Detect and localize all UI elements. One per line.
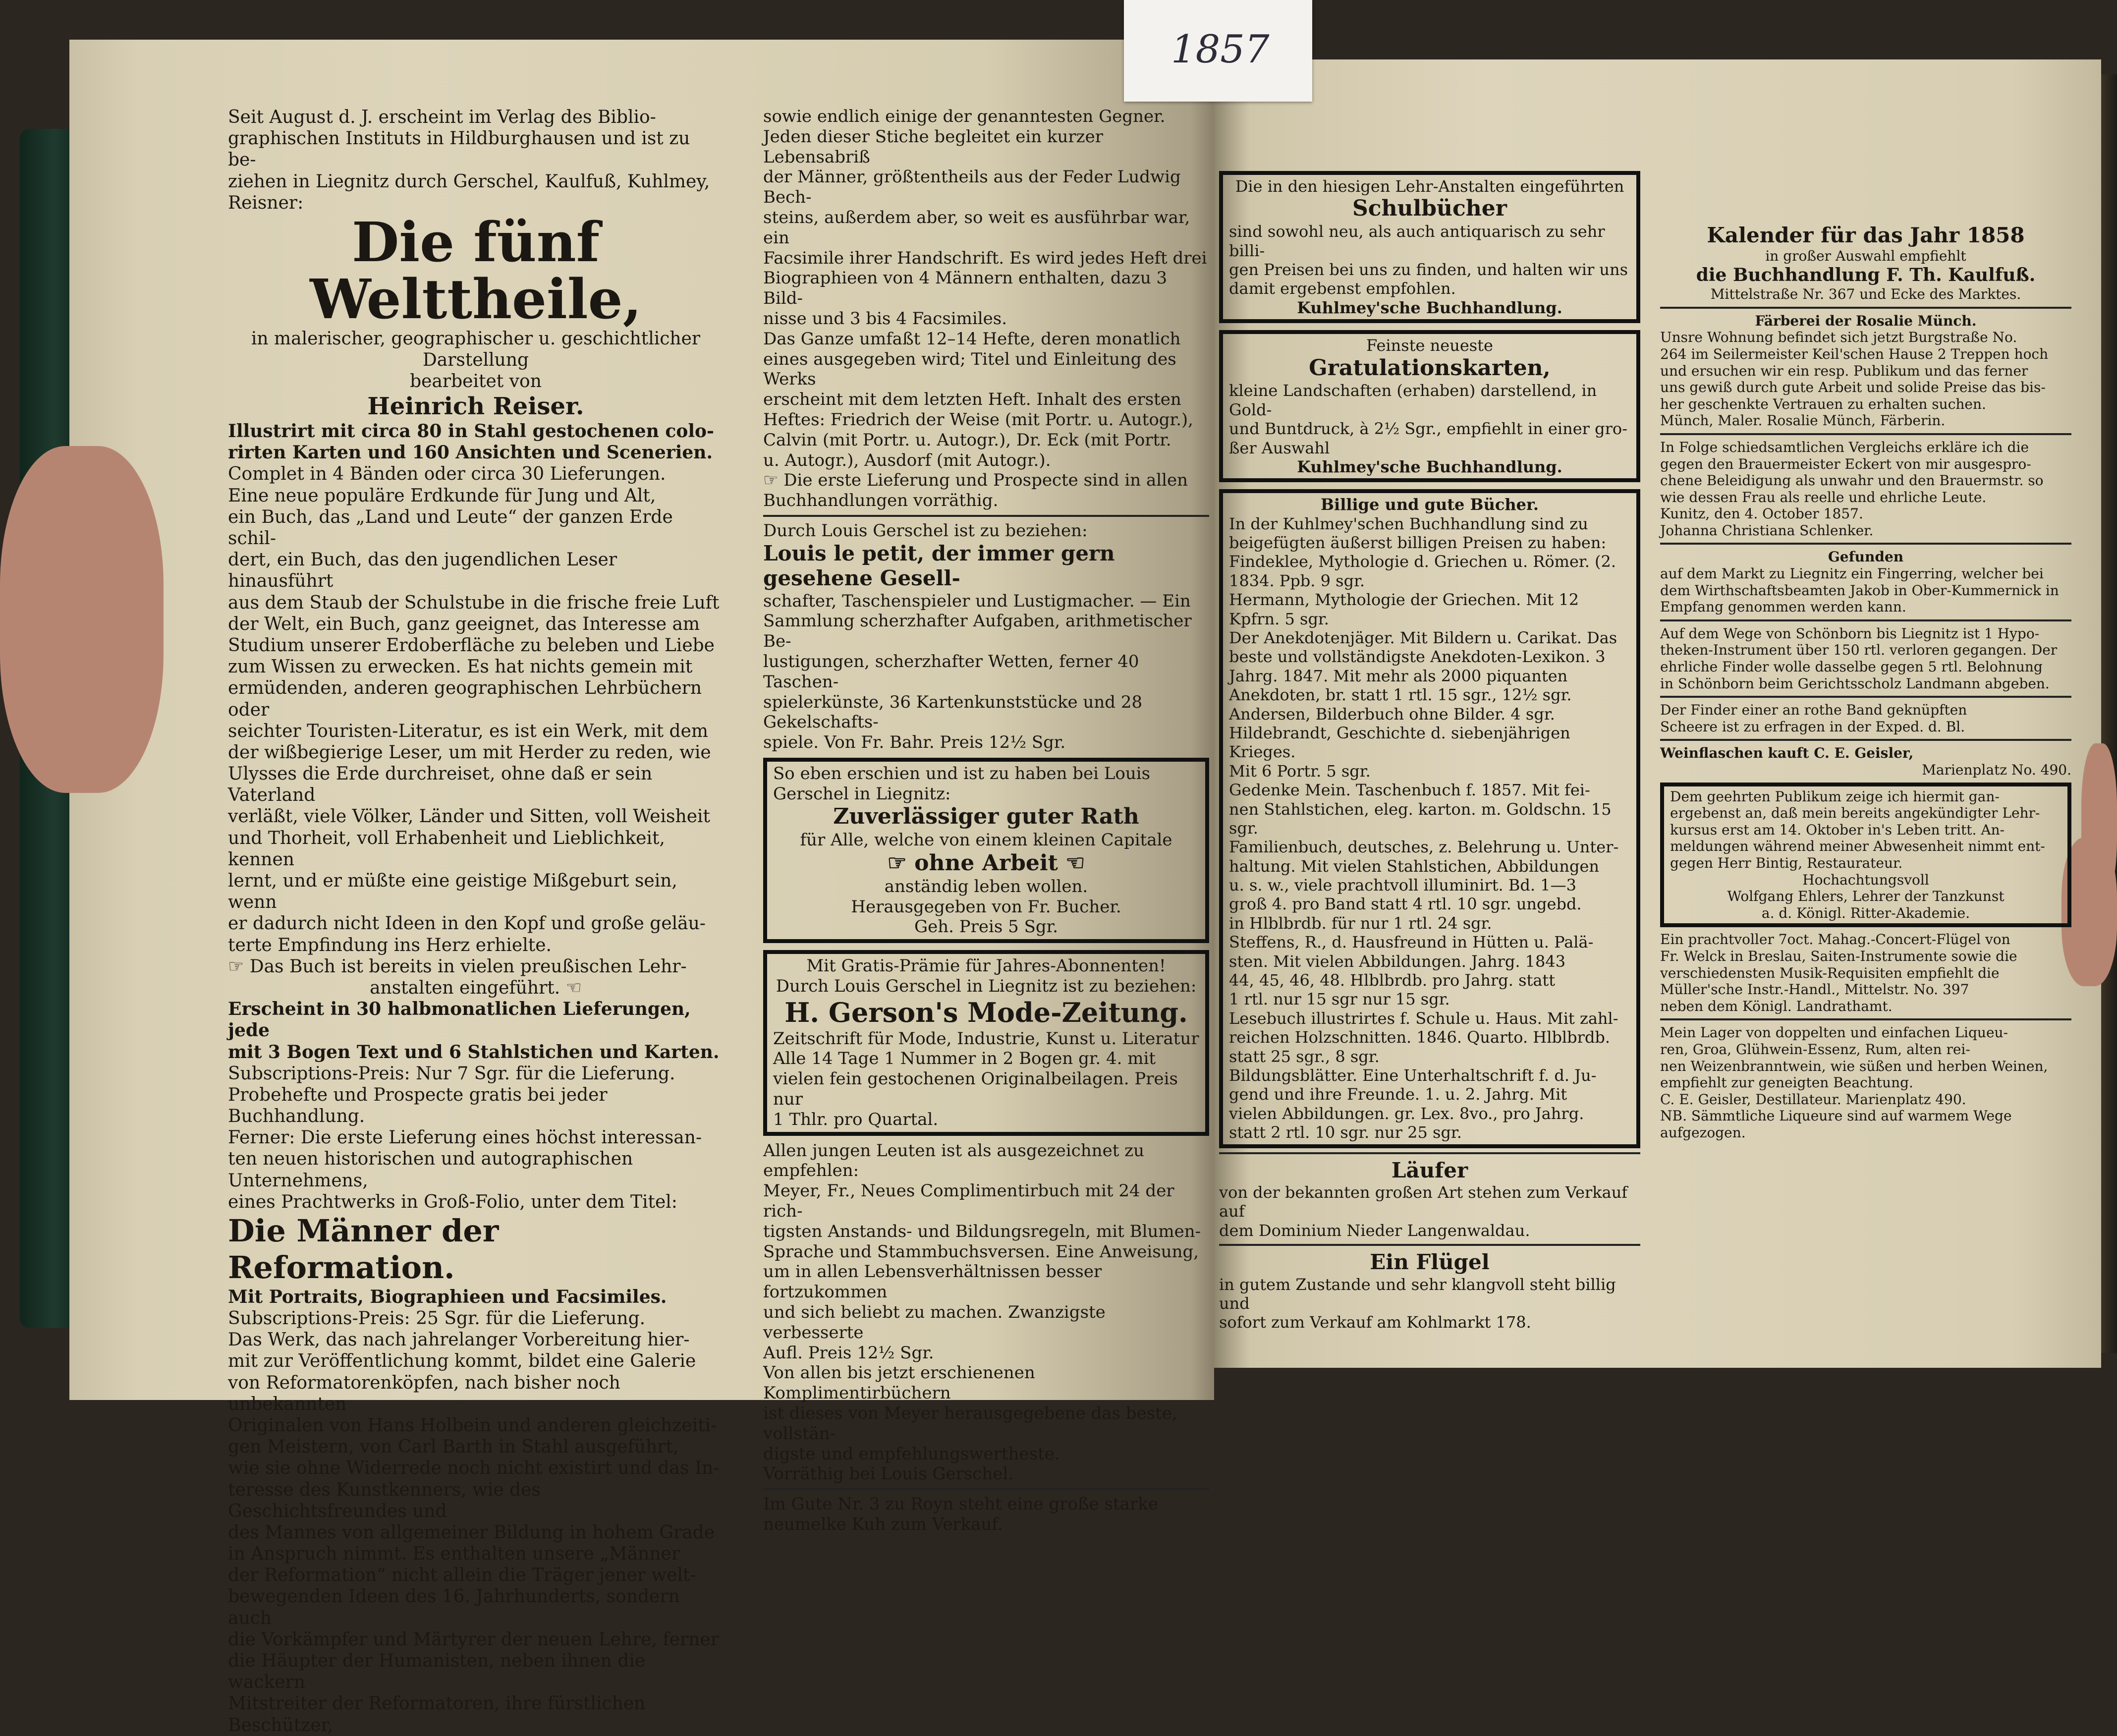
box3-body [1229, 514, 1630, 1142]
top [763, 107, 1209, 511]
title2-sub: Mit Portraits, Biographieen und Facsimiles. [228, 1286, 667, 1307]
text-line: statt 2 rtl. 10 sgr. nur 25 sgr. [1229, 1123, 1462, 1142]
text-line: ehrliche Finder wolle dasselbe gegen 5 rtl. Belohnung [1660, 659, 2043, 675]
text-line: Gedenke Mein. Taschenbuch f. 1857. Mit fei- [1229, 781, 1590, 800]
text-line: mit 3 Bogen Text und 6 Stahlstichen und Karten. [228, 1041, 720, 1063]
text-line: tigsten Anstands- und Bildungsregeln, mit Blumen- [763, 1221, 1201, 1241]
text-line: 1834. Ppb. 9 sgr. [1229, 571, 1365, 590]
text-line: dert, ein Buch, das den jugendlichen Leser hinausführt [228, 550, 617, 592]
text-line: Studium unserer Erdoberfläche zu beleben und Liebe [228, 635, 715, 656]
divider [763, 1488, 1209, 1490]
text-line: teresse des Kunstkenners, wie des Geschichtsfreundes und [228, 1479, 541, 1521]
text-line: Das Werk, das nach jahrelanger Vorbereitung hier- [228, 1330, 690, 1350]
box-schulbuecher [1219, 171, 1640, 323]
text-line: verläßt, viele Völker, Länder und Sitten, voll Weisheit [228, 806, 711, 827]
text-line: Familienbuch, deutsches, z. Belehrung u. Unter- [1229, 838, 1619, 857]
text-line: dem Dominium Nieder Langenwaldau. [1219, 1221, 1530, 1240]
gefunden-body [1660, 565, 2071, 616]
subs: Subscriptions-Preis: Nur 7 Sgr. für die Lieferung. [228, 1063, 675, 1084]
text-line: Kunitz, den 4. October 1857. [1660, 505, 1863, 522]
text-line: Hochachtungsvoll [1802, 871, 1929, 888]
text-line: Kpfrn. 5 sgr. [1229, 609, 1329, 628]
text-line: 44, 45, 46, 48. Hlblbrdb. pro Jahrg. statt [1229, 971, 1556, 990]
title2: Die Männer der Reformation. [228, 1213, 499, 1286]
book-edge-right [2101, 74, 2117, 1353]
text-line: Zuverlässiger guter Rath [833, 804, 1139, 830]
text-line: Calvin (mit Portr. u. Autogr.), Dr. Eck (mit Portr. [763, 430, 1171, 450]
schirm [1660, 702, 2071, 735]
text-line: schafter, Taschenspieler und Lustigmacher. — Ein [763, 591, 1191, 611]
text-line: chene Beleidigung als unwahr und den Brauermstr. so [1660, 472, 2044, 489]
divider [1660, 433, 2071, 435]
text-line: ergebenst an, daß mein bereits angekündigter Lehr- [1670, 805, 2040, 822]
text-line: 1 rtl. nur 15 sgr nur 15 sgr. [1229, 990, 1450, 1009]
text-line: eines Prachtwerks in Groß-Folio, unter dem Titel: [228, 1191, 677, 1212]
text-line: digste und empfehlungswertheste. [763, 1444, 1060, 1464]
text-line: eines ausgegeben wird; Titel und Einleitung des Werks [763, 349, 1176, 390]
text-line: Das Ganze umfaßt 12–14 Hefte, deren monatlich [763, 329, 1181, 349]
text-line: bewegenden Ideen des 16. Jahrhunderts, sondern auch [228, 1586, 680, 1628]
text-line: Jahrg. 1847. Mit mehr als 2000 piquanten [1229, 666, 1568, 685]
text-line: in Schönborn beim Gerichtsscholz Landmann abgeben. [1660, 675, 2050, 692]
text-line: ziehen in Liegnitz durch Gerschel, Kaulfuß, Kuhlmey, [228, 171, 710, 192]
kuh [763, 1494, 1209, 1535]
text-line: Findeklee, Mythologie d. Griechen u. Römer. (2. [1229, 552, 1616, 571]
text-line: und sich beliebt zu machen. Zwanzigste verbesserte [763, 1302, 1106, 1343]
text-line: die Häupter der Humanisten, neben ihnen die wackern [228, 1651, 646, 1693]
text-line: Geh. Preis 5 Sgr. [914, 917, 1058, 937]
text-line: Sammlung scherzhafter Aufgaben, arithmetischer Be- [763, 611, 1192, 652]
note: ☞ Das Buch ist bereits in vielen preußischen Lehr- [228, 956, 687, 977]
laeufer-body [1219, 1183, 1640, 1240]
text-line: Unsre Wohnung befindet sich jetzt Burgstraße No. [1660, 329, 2017, 346]
text-line: ßer Auswahl [1229, 438, 1330, 457]
divider [1660, 619, 2071, 621]
text-line: Wolfgang Ehlers, Lehrer der Tanzkunst [1727, 888, 2005, 905]
text-line: sind sowohl neu, als auch antiquarisch zu sehr billi- [1229, 222, 1605, 260]
divider [763, 515, 1209, 517]
text-line: Illustrirt mit circa 80 in Stahl gestochenen colo- [228, 421, 714, 442]
text-line: beste und vollständigste Anekdoten-Lexikon. 3 [1229, 647, 1606, 667]
text-line: gen Preisen bei uns zu finden, und halten wir uns [1229, 260, 1628, 279]
text-line: Auf dem Wege von Schönborn bis Liegnitz ist 1 Hypo- [1660, 625, 2040, 642]
text-line: anständig leben wollen. [884, 876, 1088, 896]
text-line: der Welt, ein Buch, ganz geeignet, das Interesse am [228, 614, 700, 634]
text-line: seichter Touristen-Literatur, es ist ein Werk, mit dem [228, 721, 709, 741]
text-line: kursus erst am 14. Oktober in's Leben tritt. An- [1670, 821, 2005, 838]
text-line: Meyer, Fr., Neues Complimentirbuch mit 24 der rich- [763, 1181, 1174, 1222]
text-line: Gerschel in Liegnitz: [773, 784, 951, 804]
subs2: Subscriptions-Preis: 25 Sgr. für die Lieferung. [228, 1308, 646, 1329]
divider [1660, 307, 2071, 309]
text-line: ten neuen historischen und autographischen Unternehmens, [228, 1149, 633, 1191]
subtitle: in malerischer, geographischer u. geschichtlicher Darstellung [251, 328, 701, 371]
text-line: von der bekannten großen Art stehen zum Verkauf auf [1219, 1182, 1628, 1221]
faerberei: Färberei der Rosalie Münch. [1755, 312, 1977, 329]
text-line: u. Autogr.), Ausdorf (mit Autogr.). [763, 450, 1051, 470]
left-hand [0, 446, 164, 793]
tag-label: 1857 [1171, 27, 1270, 72]
text-line: Biographieen von 4 Männern enthalten, dazu 3 Bild- [763, 268, 1168, 309]
text-line: So eben erschien und ist zu haben bei Louis [773, 763, 1151, 784]
text-line: Hildebrandt, Geschichte d. siebenjährigen Krieges. [1229, 723, 1570, 762]
text-line: spielerkünste, 36 Kartenkunststücke und 28 Gekelschafts- [763, 692, 1143, 732]
text-line: empfiehlt zur geneigten Beachtung. [1660, 1074, 1913, 1091]
author: Heinrich Reiser. [367, 392, 584, 420]
text-line: für Alle, welche von einem kleinen Capitale [800, 830, 1172, 850]
wein2: Marienplatz No. 490. [1922, 762, 2071, 779]
text-line: ☞ ohne Arbeit ☜ [887, 850, 1085, 876]
divider [1660, 1018, 2071, 1020]
text-line: graphischen Instituts in Hildburghausen und ist zu be- [228, 128, 690, 170]
divider [1219, 1152, 1640, 1154]
text-line: statt 25 sgr., 8 sgr. [1229, 1047, 1380, 1066]
text-line: damit ergebenst empfohlen. [1229, 279, 1456, 298]
text-line: Dem geehrten Publikum zeige ich hiermit gan- [1670, 788, 2000, 805]
hypo [1660, 625, 2071, 692]
text-line: verschiedensten Musik-Requisiten empfiehlt die [1660, 964, 2000, 981]
text-line: mit zur Veröffentlichung kommt, bildet eine Galerie [228, 1351, 696, 1372]
text-line: gend und ihre Freunde. 1. u. 2. Jahrg. Mit [1229, 1085, 1567, 1104]
text-line: gen Meistern, von Carl Barth in Stahl ausgeführt, [228, 1437, 679, 1457]
box-rath [763, 758, 1209, 943]
paper-tag [1124, 0, 1312, 102]
text-line: Hermann, Mythologie der Griechen. Mit 12 [1229, 590, 1579, 610]
text-line: Reisner: [228, 192, 304, 213]
text-line: Kuhlmey'sche Buchhandlung. [1297, 298, 1562, 317]
text-line: Bildungsblätter. Eine Unterhaltschrift f. d. Ju- [1229, 1066, 1597, 1085]
text-line: die Vorkämpfer und Märtyrer der neuen Lehre, ferner [228, 1629, 719, 1650]
text-line: H. Gerson's Mode-Zeitung. [784, 996, 1188, 1028]
box-buecher [1219, 489, 1640, 1148]
text-line: zum Wissen zu erwecken. Es hat nichts gemein mit [228, 657, 693, 677]
text-line: reichen Holzschnitten. 1846. Quarto. Hlblbrdb. [1229, 1028, 1611, 1047]
text-line: gegen Herr Bintig, Restaurateur. [1670, 854, 1903, 871]
text-line: uns gewiß durch gute Arbeit und solide Preise das bis- [1660, 379, 2046, 396]
probe: Probehefte und Prospecte gratis bei jeder Buchhandlung. [228, 1084, 608, 1127]
kal-title: Kalender für das Jahr 1858 [1707, 223, 2025, 247]
fluegel-body [1219, 1275, 1640, 1332]
gefunden: Gefunden [1828, 549, 1904, 565]
text-line: Alle 14 Tage 1 Nummer in 2 Bogen gr. 4. mit [773, 1049, 1156, 1069]
text-line: und ersuchen wir ein resp. Publikum und das ferner [1660, 362, 2028, 379]
text-line: Ein prachtvoller 7oct. Mahag.-Concert-Flügel von [1660, 931, 2010, 948]
text-line: spiele. Von Fr. Bahr. Preis 12½ Sgr. [763, 732, 1066, 753]
divider [1219, 1244, 1640, 1246]
text-line: Schulbücher [1352, 196, 1507, 222]
ferner [228, 1127, 724, 1213]
fluegel2 [1660, 931, 2071, 1014]
text-line: sofort zum Verkauf am Kohlmarkt 178. [1219, 1313, 1531, 1332]
text-line: nen Stahlstichen, eleg. karton. m. Goldschn. 15 sgr. [1229, 799, 1612, 838]
text-line: gegen den Brauermeister Eckert von mir ausgespro- [1660, 455, 2031, 472]
text-line: terte Empfindung ins Herz erhielte. [228, 935, 552, 955]
left-col-1 [228, 107, 724, 1736]
text-line: beigefügten äußerst billigen Preisen zu haben: [1229, 533, 1607, 553]
text-line: ermüdenden, anderen geographischen Lehrbüchern oder [228, 678, 702, 720]
text-line: 264 im Seilermeister Keil'schen Hause 2 Treppen hoch [1660, 345, 2049, 362]
text-line: neben dem Königl. Landrathamt. [1660, 998, 1893, 1014]
text-line: aus dem Staub der Schulstube in die frische freie Luft [228, 592, 720, 613]
divider [1660, 696, 2071, 698]
text-line: rirten Karten und 160 Ansichten und Scenerien. [228, 442, 713, 463]
text-line: Mein Lager von doppelten und einfachen Liqueu- [1660, 1024, 2008, 1041]
text-line: der wißbegierige Leser, um mit Herder zu reden, wie [228, 742, 711, 763]
right-col-1 [1219, 171, 1640, 1332]
text-line: Zeitschrift für Mode, Industrie, Kunst u. Literatur [773, 1028, 1199, 1049]
text-line: Andersen, Bilderbuch ohne Bilder. 4 sgr. [1229, 704, 1555, 724]
text-line: Johanna Christiana Schlenker. [1660, 522, 1874, 539]
laeufer: Läufer [1391, 1158, 1468, 1182]
box-gratulation [1219, 330, 1640, 482]
note2: anstalten eingeführt. ☜ [370, 977, 582, 998]
text-line: In Folge schiedsamtlichen Vergleichs erkläre ich die [1660, 439, 2029, 455]
text-line: haltung. Mit vielen Stahlstichen, Abbildungen [1229, 856, 1599, 876]
text-line: Erscheint in 30 halbmonatlichen Lieferungen, jede [228, 999, 691, 1041]
text-line: u. s. w., viele prachtvoll illuminirt. Bd. 1—3 [1229, 876, 1576, 895]
text-line: um in allen Lebensverhältnissen besser fortzukommen [763, 1262, 1102, 1302]
divider [1660, 543, 2071, 545]
text-line: Mittelstraße Nr. 367 und Ecke des Marktes. [1710, 286, 2021, 303]
text-line: Mit 6 Portr. 5 sgr. [1229, 761, 1371, 781]
text-line: Durch Louis Gerschel in Liegnitz ist zu beziehen: [776, 976, 1197, 997]
body2 [228, 1329, 724, 1736]
text-line: Eine neue populäre Erdkunde für Jung und Alt, [228, 485, 656, 506]
text-line: lustigungen, scherzhafter Wetten, ferner 40 Taschen- [763, 651, 1139, 692]
text-line: Facsimile ihrer Handschrift. Es wird jedes Heft drei [763, 248, 1207, 268]
text-line: des Mannes von allgemeiner Bildung in hohem Grade [228, 1522, 715, 1543]
fluegel: Ein Flügel [1370, 1250, 1490, 1275]
text-line: von Reformatorenköpfen, nach bisher noch unbekannten [228, 1372, 620, 1414]
text-line: neumelke Kuh zum Verkauf. [763, 1514, 1003, 1534]
text-line: der Männer, größtentheils aus der Feder Ludwig Bech- [763, 167, 1181, 208]
text-line: und Thorheit, voll Erhabenheit und Lieblichkeit, kennen [228, 828, 665, 870]
text-line: Müller'sche Instr.-Handl., Mittelstr. No. 397 [1660, 981, 1969, 998]
text-line: wie dessen Frau als reelle und ehrliche Leute. [1660, 489, 1987, 505]
schieds [1660, 439, 2071, 539]
text-line: Buchhandlungen vorräthig. [763, 491, 999, 511]
text-line: Aufl. Preis 12½ Sgr. [763, 1343, 934, 1363]
text-line: Heftes: Friedrich der Weise (mit Portr. u. Autogr.), [763, 409, 1193, 430]
text-line: Scheere ist zu erfragen in der Exped. d. Bl. [1660, 718, 1965, 735]
kal [1660, 248, 2071, 302]
text-line: sowie endlich einige der genanntesten Gegner. [763, 107, 1166, 126]
text-line: wie sie ohne Widerrede noch nicht existirt und das In- [228, 1458, 720, 1479]
text-line: ren, Groa, Glühwein-Essenz, Rum, alten rei- [1660, 1041, 1970, 1058]
text-line: Vorräthig bei Louis Gerschel. [763, 1464, 1014, 1484]
text-line: er dadurch nicht Ideen in den Kopf und große geläu- [228, 913, 706, 934]
box-tanz [1660, 783, 2071, 928]
text-line: groß 4. pro Band statt 4 rtl. 10 sgr. ungebd. [1229, 895, 1582, 914]
text-line: vielen Abbildungen. gr. Lex. 8vo., pro Jahrg. [1229, 1104, 1584, 1123]
text-line: Münch, Maler. Rosalie Münch, Färberin. [1660, 412, 1946, 429]
box3-title: Billige und gute Bücher. [1321, 495, 1539, 514]
text-line: In der Kuhlmey'schen Buchhandlung sind zu [1229, 514, 1588, 533]
text-line: auf dem Markt zu Liegnitz ein Fingerring, welcher bei [1660, 565, 2044, 582]
gerschel: Durch Louis Gerschel ist zu beziehen: [763, 520, 1088, 541]
text-line: Seit August d. J. erscheint im Verlag des Biblio- [228, 107, 656, 127]
wein: Weinflaschen kauft C. E. Geisler, [1660, 745, 1914, 762]
text-line: der Reformation“ nicht allein die Träger jener welt- [228, 1565, 696, 1586]
text-line: Jeden dieser Stiche begleitet ein kurzer Lebensabriß [763, 126, 1103, 167]
lager [1660, 1024, 2071, 1141]
text-line: sten. Mit vielen Abbildungen. Jahrg. 1843 [1229, 952, 1566, 971]
text-line: Von allen bis jetzt erschienenen Komplimentirbüchern [763, 1363, 1035, 1403]
right-col-2 [1660, 223, 2071, 1141]
text-line: Herausgegeben von Fr. Bucher. [851, 896, 1121, 917]
text-line: in großer Auswahl empfiehlt [1765, 248, 1966, 265]
title: Die fünf Welttheile, [310, 210, 642, 332]
text-line: C. E. Geisler, Destillateur. Marienplatz 490. [1660, 1091, 1966, 1108]
text-line: Lesebuch illustrirtes f. Schule u. Haus. Mit zahl- [1229, 1008, 1618, 1028]
text-line: ein Buch, das „Land und Leute“ der ganzen Erde schil- [228, 506, 673, 549]
text-line: 1 Thlr. pro Quartal. [773, 1109, 939, 1129]
petit: Louis le petit, der immer gern gesehene Gesell- [763, 541, 1115, 591]
text-line: lernt, und er müßte eine geistige Mißgeburt sein, wenn [228, 871, 677, 913]
faerberei-body [1660, 329, 2071, 429]
text-line: Sprache und Stammbuchsversen. Eine Anweisung, [763, 1241, 1199, 1262]
text-line: Anekdoten, br. statt 1 rtl. 15 sgr., 12½ sgr. [1229, 685, 1572, 705]
text-line: in Anspruch nimmt. Es enthalten unsere „Männer [228, 1544, 680, 1565]
illus [228, 421, 724, 463]
text-line: Die in den hiesigen Lehr-Anstalten eingeführten [1235, 177, 1624, 196]
intro [228, 107, 724, 214]
text-line: Der Anekdotenjäger. Mit Bildern u. Carikat. Das [1229, 628, 1617, 648]
text-line: Fr. Welck in Breslau, Saiten-Instrumente sowie die [1660, 948, 2017, 964]
text-line: her geschenkte Vertrauen zu erhalten suchen. [1660, 395, 1986, 412]
text-line: vielen fein gestochenen Originalbeilagen. Preis nur [773, 1069, 1178, 1110]
bearbeitet: bearbeitet von [410, 371, 542, 392]
text-line: und Buntdruck, à 2½ Sgr., empfiehlt in einer gro- [1229, 419, 1627, 439]
text-line: in Hlblbrdb. für nur 1 rtl. 24 sgr. [1229, 913, 1492, 933]
text-line: Originalen von Hans Holbein und anderen gleichzeiti- [228, 1415, 717, 1436]
text-line: Gratulationskarten, [1309, 355, 1551, 381]
text-line: Mitstreiter der Reformatoren, ihre fürstlichen Beschützer, [228, 1693, 646, 1736]
left-col-2 [763, 107, 1209, 1535]
text-line: Im Gute Nr. 3 zu Royn steht eine große starke [763, 1494, 1158, 1514]
text-line: Feinste neueste [1366, 336, 1493, 355]
text-line: aufgezogen. [1660, 1124, 1746, 1141]
text-line: in gutem Zustande und sehr klangvoll steht billig und [1219, 1275, 1616, 1313]
body [228, 485, 724, 956]
text-line: Mit Gratis-Prämie für Jahres-Abonnenten! [806, 956, 1166, 976]
text-line: ist dieses von Meyer herausgegebene das beste, vollstän- [763, 1403, 1177, 1444]
text-line: steins, außerdem aber, so weit es ausführbar war, ein [763, 207, 1190, 248]
text-line: Allen jungen Leuten ist als ausgezeichnet zu empfehlen: [763, 1140, 1144, 1181]
text-line: Steffens, R., d. Hausfreund in Hütten u. Palä- [1229, 933, 1594, 952]
text-line: dem Wirthschaftsbeamten Jakob in Ober-Kummernick in [1660, 582, 2059, 599]
text-line: nisse und 3 bis 4 Facsimiles. [763, 308, 1007, 329]
text-line: ☞ Die erste Lieferung und Prospecte sind in allen [763, 470, 1188, 491]
text-line: Der Finder einer an rothe Band geknüpften [1660, 702, 1967, 719]
divider [1660, 739, 2071, 741]
petit-body [763, 591, 1209, 753]
text-line: meldungen während meiner Abwesenheit nimmt ent- [1670, 838, 2045, 855]
complete: Complet in 4 Bänden oder circa 30 Lieferungen. [228, 464, 666, 485]
text-line: nen Weizenbranntwein, wie süßen und herben Weinen, [1660, 1058, 2048, 1074]
text-line: Kuhlmey'sche Buchhandlung. [1297, 457, 1562, 476]
meyer [763, 1141, 1209, 1485]
text-line: die Buchhandlung F. Th. Kaulfuß. [1696, 264, 2036, 285]
text-line: NB. Sämmtliche Liqueure sind auf warmem Wege [1660, 1108, 2012, 1124]
text-line: Empfang genommen werden kann. [1660, 599, 1906, 616]
text-line: kleine Landschaften (erhaben) darstellend, in Gold- [1229, 381, 1597, 419]
text-line: Ferner: Die erste Lieferung eines höchst interessan- [228, 1127, 702, 1148]
erscheint [228, 999, 724, 1063]
text-line: theken-Instrument über 150 rtl. verloren gegangen. Der [1660, 642, 2058, 659]
text-line: erscheint mit dem letzten Heft. Inhalt des ersten [763, 390, 1181, 410]
text-line: Ulysses die Erde durchreiset, ohne daß er sein Vaterland [228, 764, 653, 806]
text-line: a. d. Königl. Ritter-Akademie. [1761, 904, 1970, 921]
box-mode [763, 950, 1209, 1135]
